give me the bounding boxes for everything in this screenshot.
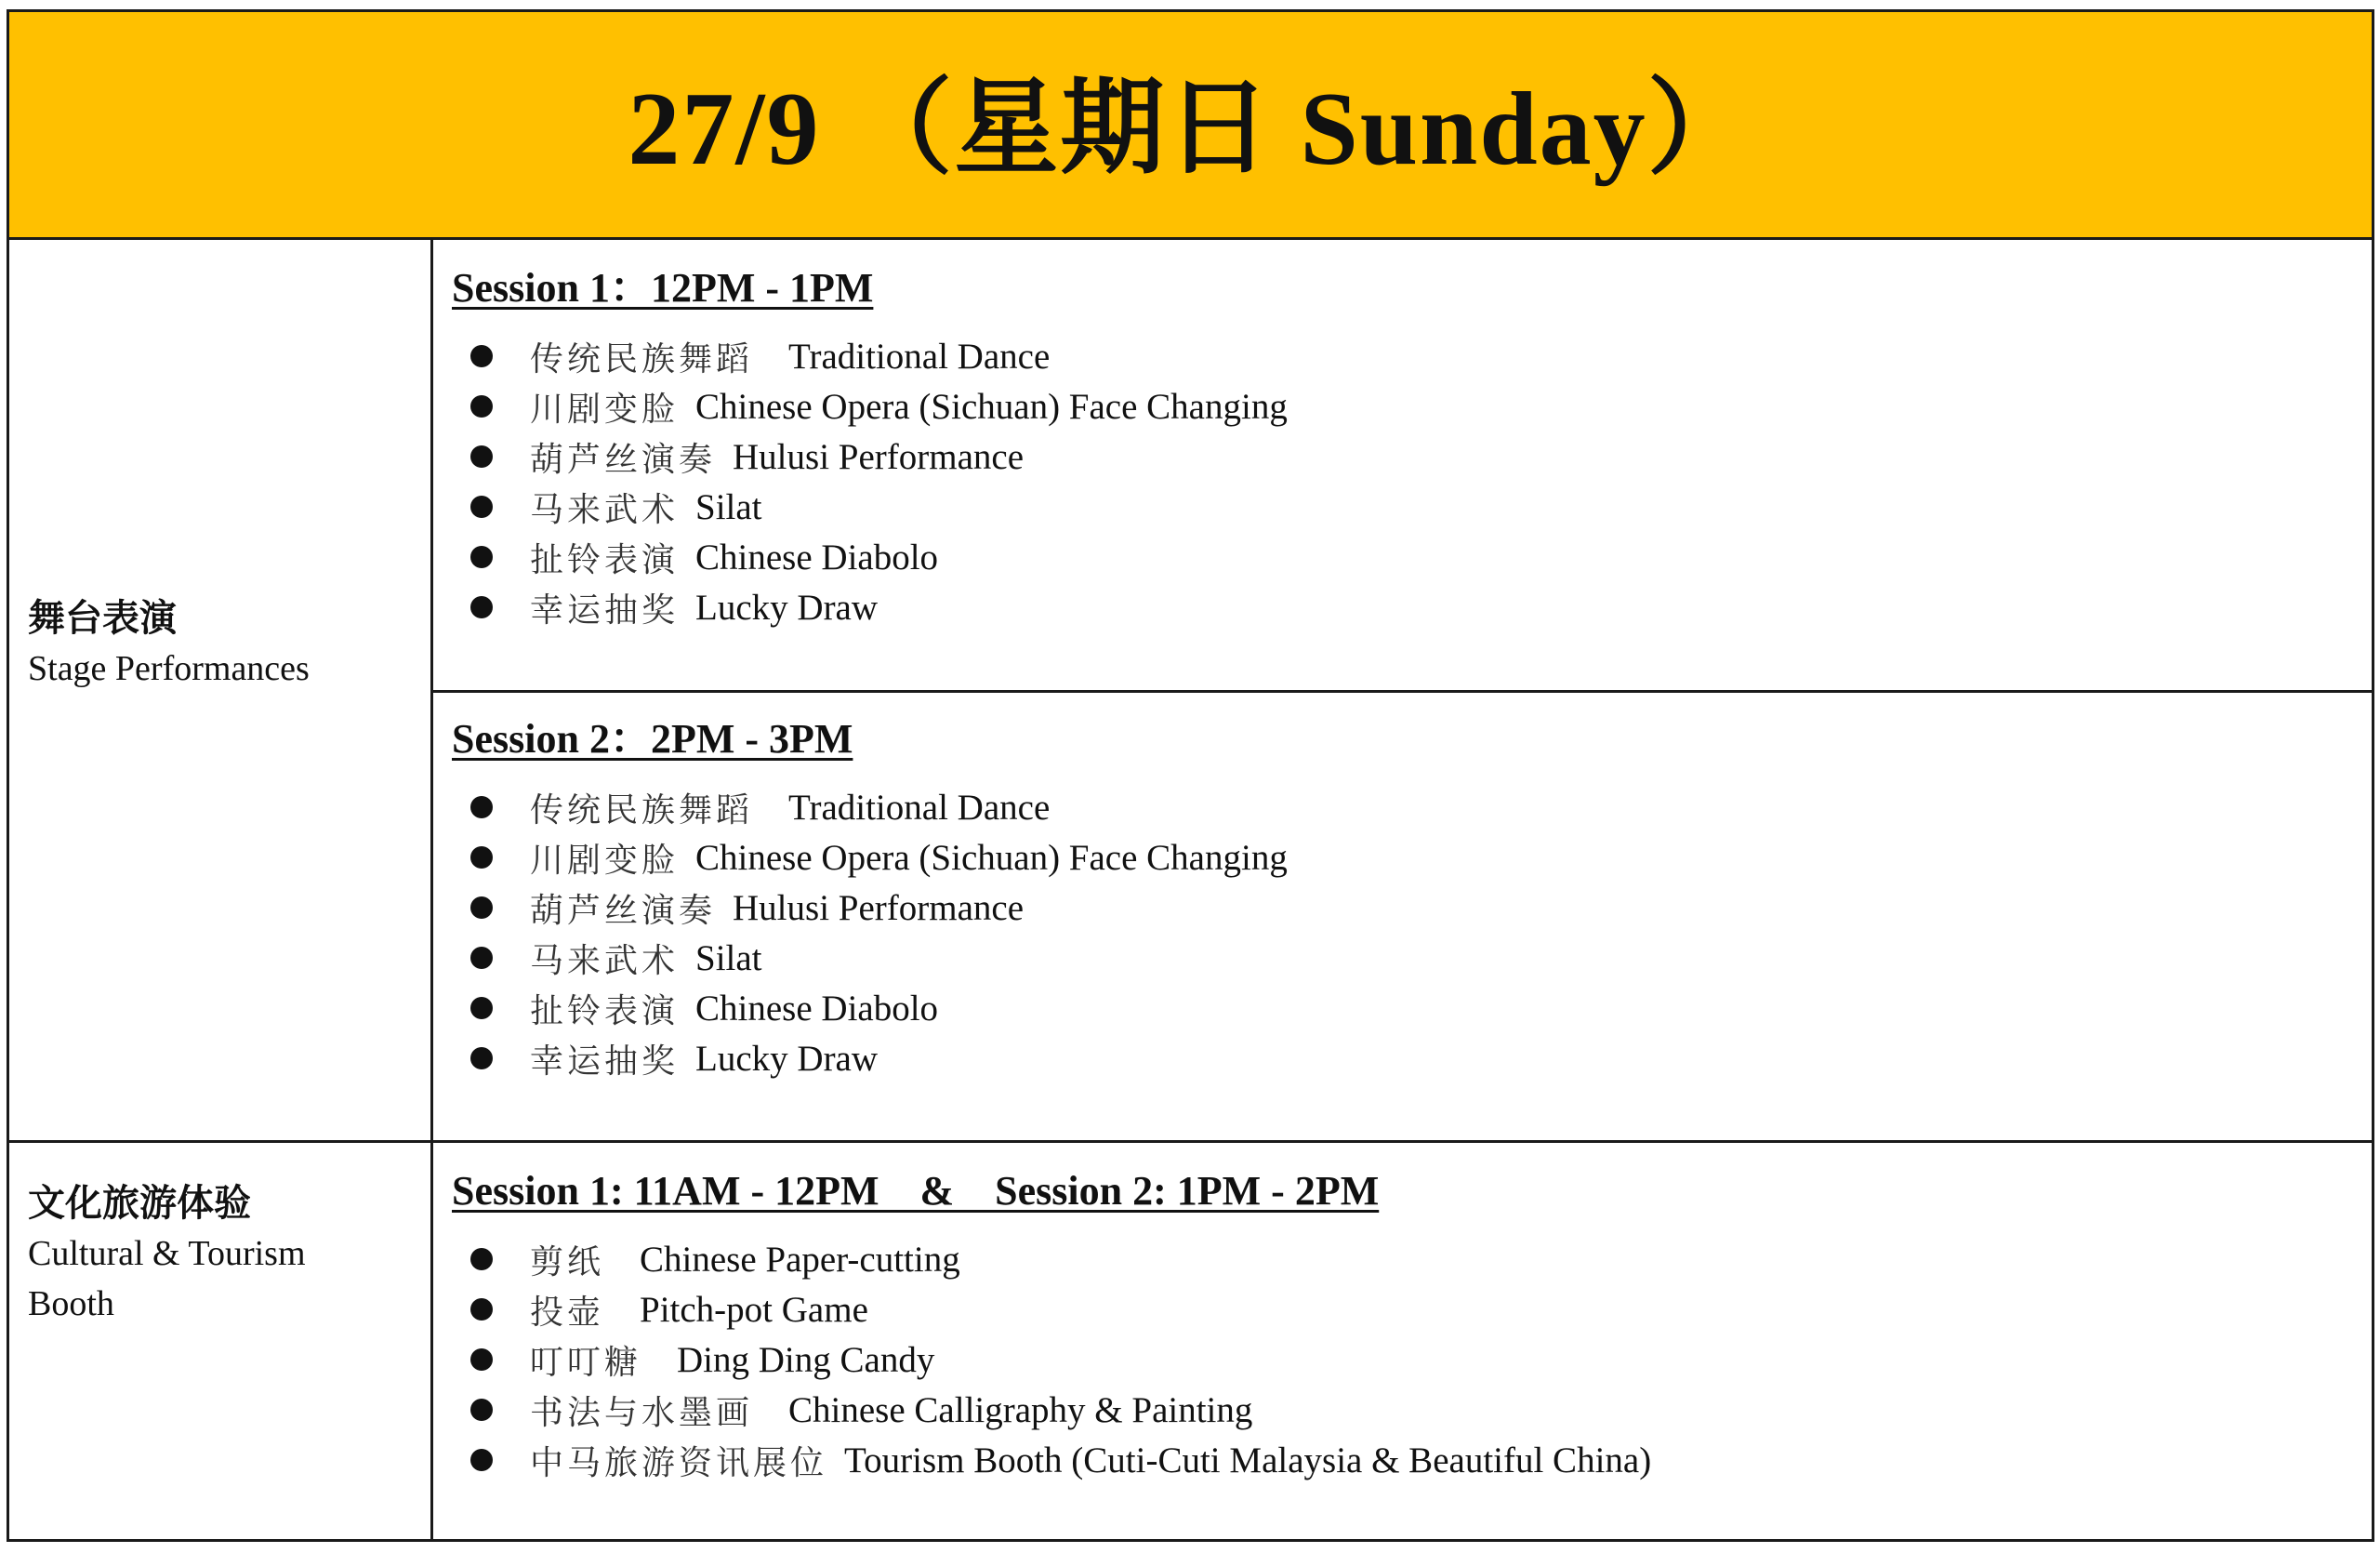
- item-en: Lucky Draw: [695, 587, 879, 628]
- culture-category-cell: [9, 1143, 433, 1539]
- list-item: [452, 1033, 1288, 1083]
- stage-session-1: [452, 262, 1288, 632]
- item-zh: 扯铃表演: [530, 540, 680, 579]
- list-item: [452, 1435, 1651, 1485]
- item-en: Chinese Opera (Sichuan) Face Changing: [695, 386, 1288, 427]
- item-zh: 扯铃表演: [530, 991, 680, 1030]
- stage-category-cell: [9, 240, 433, 1140]
- bullet-icon: [470, 1399, 493, 1421]
- bullet-icon: [470, 796, 493, 818]
- list-item: [452, 832, 1288, 883]
- culture-session-cell: [433, 1143, 2372, 1539]
- bullet-icon: [470, 1248, 493, 1270]
- session-heading: Session 2：2PM - 3PM: [452, 716, 853, 762]
- list-item: [452, 582, 1288, 632]
- list-item: [452, 381, 1288, 431]
- list-item: [452, 983, 1288, 1033]
- item-en: Silat: [695, 937, 762, 978]
- item-en: Hulusi Performance: [733, 436, 1025, 477]
- item-en: Silat: [695, 486, 762, 527]
- item-zh: 幸运抽奖: [530, 1042, 680, 1081]
- culture-sessions: [452, 1165, 1651, 1485]
- list-item: [452, 883, 1288, 933]
- bullet-icon: [470, 395, 493, 418]
- activity-list: [452, 1234, 1651, 1485]
- session-heading: Session 1: 11AM - 12PM & Session 2: 1PM - 2PM: [452, 1168, 1380, 1214]
- item-zh: 传统民族舞蹈: [530, 790, 754, 830]
- stage-session-2: [452, 713, 1288, 1083]
- bullet-icon: [470, 997, 493, 1019]
- stage-category-en: Stage Performances: [28, 649, 310, 688]
- item-en: Tourism Booth (Cuti-Cuti Malaysia & Beautiful China): [844, 1440, 1652, 1480]
- list-item: [452, 1234, 1651, 1284]
- list-item: [452, 782, 1288, 832]
- bullet-icon: [470, 445, 493, 468]
- stage-category: [28, 593, 310, 694]
- culture-category-en-line2: Booth: [28, 1284, 114, 1323]
- item-zh: 葫芦丝演奏: [530, 440, 717, 479]
- schedule-table: [7, 9, 2374, 1542]
- item-zh: 传统民族舞蹈: [530, 339, 754, 378]
- bullet-icon: [470, 1348, 493, 1371]
- performance-list: [452, 331, 1288, 632]
- item-zh: 中马旅游资讯展位: [530, 1443, 828, 1482]
- bullet-icon: [470, 846, 493, 869]
- item-en: Hulusi Performance: [733, 887, 1025, 928]
- list-item: [452, 482, 1288, 532]
- bullet-icon: [470, 896, 493, 919]
- item-en: Chinese Diabolo: [695, 537, 939, 577]
- culture-category-zh: 文化旅游体验: [28, 1182, 251, 1225]
- date-header: [9, 12, 2372, 240]
- item-zh: 投壶: [530, 1293, 605, 1332]
- bullet-icon: [470, 496, 493, 518]
- item-en: Lucky Draw: [695, 1038, 879, 1079]
- bullet-icon: [470, 1047, 493, 1069]
- stage-session-1-cell: [433, 240, 2372, 690]
- list-item: [452, 933, 1288, 983]
- item-zh: 马来武术: [530, 941, 680, 980]
- list-item: [452, 1334, 1651, 1385]
- item-en: Pitch-pot Game: [640, 1289, 868, 1330]
- item-en: Traditional Dance: [788, 336, 1051, 377]
- item-zh: 剪纸: [530, 1242, 605, 1281]
- list-item: [452, 1385, 1651, 1435]
- bullet-icon: [470, 1449, 493, 1471]
- item-zh: 川剧变脸: [530, 841, 680, 880]
- bullet-icon: [470, 1298, 493, 1321]
- date-title: 27/9 （星期日 Sunday）: [628, 71, 1753, 187]
- culture-category-en-line1: Cultural & Tourism: [28, 1234, 306, 1273]
- bullet-icon: [470, 947, 493, 969]
- list-item: [452, 1284, 1651, 1334]
- item-zh: 葫芦丝演奏: [530, 891, 717, 930]
- session-heading: Session 1：12PM - 1PM: [452, 265, 874, 311]
- item-en: Chinese Calligraphy & Painting: [788, 1389, 1253, 1430]
- item-en: Chinese Diabolo: [695, 988, 939, 1029]
- item-zh: 幸运抽奖: [530, 591, 680, 630]
- list-item: [452, 331, 1288, 381]
- item-zh: 川剧变脸: [530, 390, 680, 429]
- performance-list: [452, 782, 1288, 1083]
- stage-category-zh: 舞台表演: [28, 597, 177, 640]
- item-en: Chinese Opera (Sichuan) Face Changing: [695, 837, 1288, 878]
- bullet-icon: [470, 596, 493, 618]
- item-en: Traditional Dance: [788, 787, 1051, 828]
- stage-session-2-cell: [433, 693, 2372, 1140]
- list-item: [452, 532, 1288, 582]
- culture-category: [28, 1178, 306, 1329]
- list-item: [452, 431, 1288, 482]
- item-zh: 马来武术: [530, 490, 680, 529]
- item-en: Chinese Paper-cutting: [640, 1239, 960, 1280]
- item-en: Ding Ding Candy: [677, 1339, 935, 1380]
- item-zh: 书法与水墨画: [530, 1393, 754, 1432]
- bullet-icon: [470, 345, 493, 367]
- bullet-icon: [470, 546, 493, 568]
- item-zh: 叮叮糖: [530, 1343, 642, 1382]
